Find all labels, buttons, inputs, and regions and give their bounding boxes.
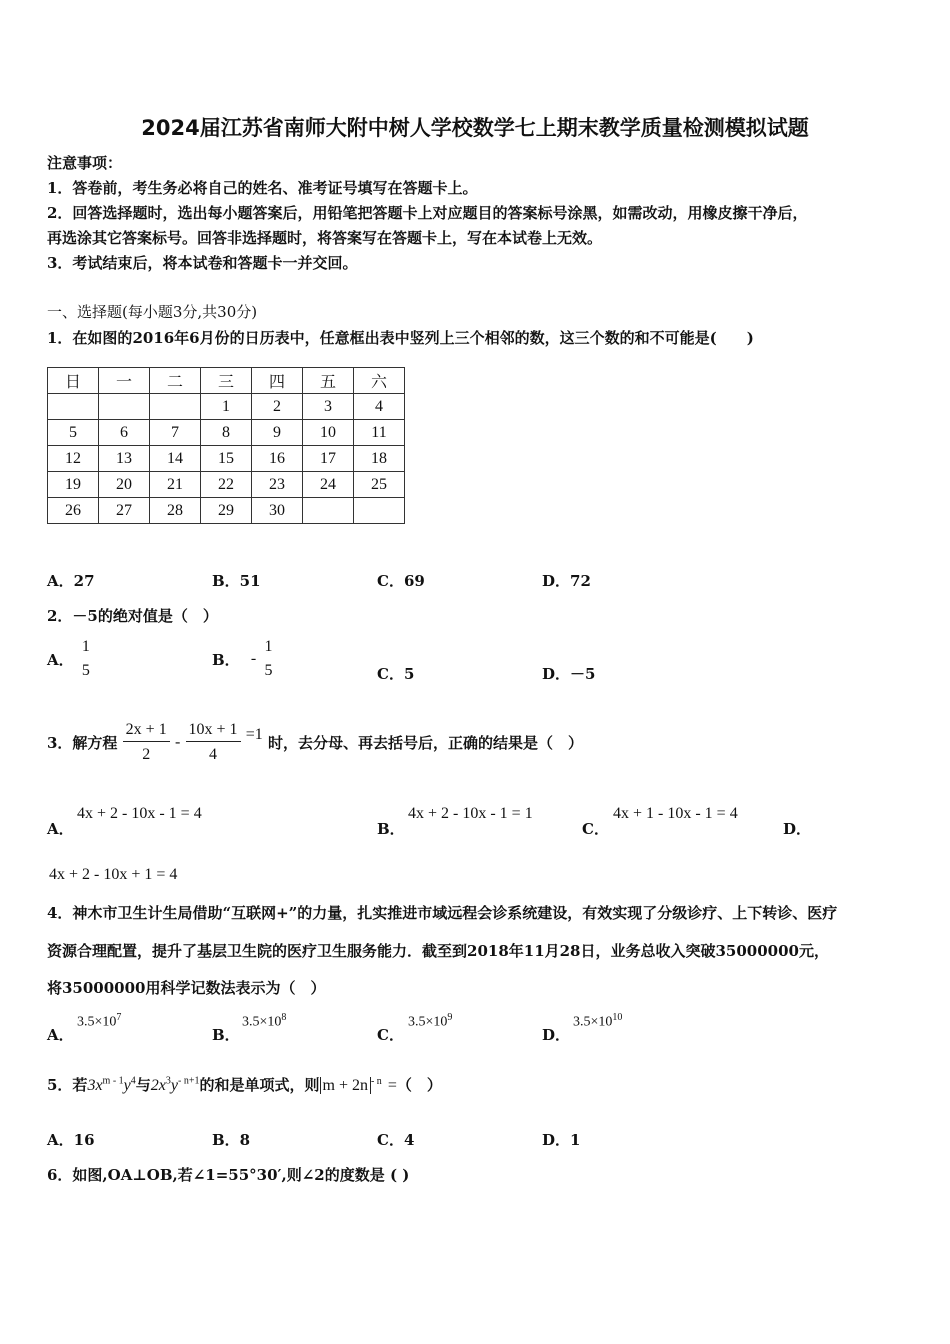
calendar-cell: 27 <box>99 498 150 524</box>
calendar-cell: 12 <box>48 446 99 472</box>
calendar-cell: 17 <box>303 446 354 472</box>
calendar-cell: 15 <box>201 446 252 472</box>
calendar-cell: 8 <box>201 420 252 446</box>
q3-option-b-expr[interactable]: 4x + 2 - 10x - 1 = 1 <box>408 805 533 822</box>
term-exponent: - n+1 <box>178 1075 200 1087</box>
q5-mid: 与 <box>135 1076 151 1094</box>
q3-option-d-label[interactable]: D． <box>783 820 812 838</box>
term-base: 2x <box>150 1077 166 1094</box>
calendar-cell: 22 <box>201 472 252 498</box>
calendar-row <box>48 420 405 446</box>
q4-option-a-expr[interactable] <box>77 1012 121 1031</box>
question-6-stem: 6．如图,OA⊥OB,若∠1=55°30′,则∠2的度数是 ( ) <box>47 1166 410 1184</box>
calendar-cell <box>303 498 354 524</box>
expr-exponent: 9 <box>447 1012 453 1023</box>
calendar-cell: 6 <box>99 420 150 446</box>
term-exponent: 4 <box>130 1075 136 1087</box>
calendar-cell: 11 <box>354 420 405 446</box>
calendar-cell: 24 <box>303 472 354 498</box>
section-heading: 一、选择题(每小题3分,共30分) <box>47 303 258 321</box>
calendar-cell: 29 <box>201 498 252 524</box>
q4-option-b-expr[interactable] <box>242 1012 286 1031</box>
q4-option-d-label[interactable]: D． <box>542 1026 571 1044</box>
q4-option-a-label[interactable]: A． <box>47 1026 74 1044</box>
q4-option-d-expr[interactable] <box>573 1012 622 1031</box>
calendar-cell: 28 <box>150 498 201 524</box>
calendar-cell: 30 <box>252 498 303 524</box>
calendar-header-row <box>48 368 405 394</box>
calendar-cell: 3 <box>303 394 354 420</box>
calendar-cell <box>354 498 405 524</box>
fraction-numerator: 2x + 1 <box>123 721 170 742</box>
q5-option-b[interactable]: B．8 <box>212 1131 251 1149</box>
calendar-cell: 26 <box>48 498 99 524</box>
q1-option-a[interactable]: A．27 <box>47 572 95 590</box>
notice-item-1: 1．答卷前，考生务必将自己的姓名、准考证号填写在答题卡上。 <box>47 179 478 197</box>
q2-option-a[interactable] <box>47 638 93 680</box>
calendar-cell: 16 <box>252 446 303 472</box>
q5-option-c[interactable]: C．4 <box>377 1131 415 1149</box>
term-variable: y <box>170 1077 178 1094</box>
q3-option-c-expr[interactable]: 4x + 1 - 10x - 1 = 4 <box>613 805 738 822</box>
q2-option-b-label: B． <box>212 650 240 669</box>
calendar-cell: 25 <box>354 472 405 498</box>
notice-item-2: 2．回答选择题时，选出每小题答案后，用铅笔把答题卡上对应题目的答案标号涂黑，如需改动，用橡皮擦干净后， <box>47 204 808 222</box>
fraction-numerator: 1 <box>81 638 90 655</box>
q3-label: 3．解方程 <box>47 734 118 752</box>
calendar-row <box>48 394 405 420</box>
q3-equals: =1 <box>245 725 263 743</box>
fraction-numerator: 10x + 1 <box>186 721 241 742</box>
calendar-cell: 20 <box>99 472 150 498</box>
q2-option-c[interactable]: C．5 <box>377 665 415 683</box>
calendar-cell: 18 <box>354 446 405 472</box>
q5-abs-exponent: - n <box>370 1076 382 1087</box>
q3-option-b-label[interactable]: B． <box>377 820 405 838</box>
q5-term-2 <box>151 1077 200 1094</box>
q3-fraction-1 <box>123 721 170 764</box>
calendar-cell: 23 <box>252 472 303 498</box>
calendar-cell: 1 <box>201 394 252 420</box>
term-exponent: m - 1 <box>102 1075 124 1087</box>
fraction-numerator: 1 <box>264 638 273 655</box>
question-4-line-1: 4．神木市卫生计生局借助“互联网+”的力量，扎实推进市域远程会诊系统建设，有效实现了分级诊疗、上下转诊、医疗 <box>47 904 838 922</box>
term-exponent: 3 <box>165 1075 171 1087</box>
q1-option-c[interactable]: C．69 <box>377 572 425 590</box>
q5-option-a[interactable]: A．16 <box>47 1131 95 1149</box>
expr-base: 3.5×10 <box>77 1014 117 1030</box>
notice-item-3: 3．考试结束后，将本试卷和答题卡一并交回。 <box>47 254 358 272</box>
notice-item-2-cont: 再选涂其它答案标号。回答非选择题时，将答案写在答题卡上，写在本试卷上无效。 <box>47 229 603 247</box>
calendar-header-cell: 六 <box>354 368 405 394</box>
term-base: 3x <box>87 1077 103 1094</box>
notice-heading: 注意事项： <box>47 154 123 172</box>
calendar-header-cell: 四 <box>252 368 303 394</box>
calendar-cell: 10 <box>303 420 354 446</box>
expr-base: 3.5×10 <box>408 1014 448 1030</box>
question-3-stem <box>47 721 583 771</box>
calendar-header-cell: 三 <box>201 368 252 394</box>
calendar-cell <box>99 394 150 420</box>
fraction-denominator: 4 <box>209 746 218 763</box>
calendar-cell: 4 <box>354 394 405 420</box>
calendar-header-cell: 日 <box>48 368 99 394</box>
term-variable: y <box>123 1077 131 1094</box>
calendar-row <box>48 472 405 498</box>
q3-option-d-expr[interactable]: 4x + 2 - 10x + 1 = 4 <box>49 866 178 883</box>
q2-option-a-fraction <box>79 638 93 680</box>
q3-minus: - <box>174 733 181 751</box>
calendar-cell: 2 <box>252 394 303 420</box>
q3-option-a-expr[interactable]: 4x + 2 - 10x - 1 = 4 <box>77 805 202 822</box>
calendar-cell <box>48 394 99 420</box>
question-4-line-3: 将35000000用科学记数法表示为（ ） <box>47 979 326 997</box>
q5-equals: = <box>387 1077 397 1094</box>
q2-option-b-fraction <box>261 638 275 680</box>
question-2-stem: 2．－5的绝对值是（ ） <box>47 607 218 625</box>
q2-option-d[interactable]: D．－5 <box>542 665 596 683</box>
expr-exponent: 10 <box>612 1012 623 1023</box>
expr-exponent: 7 <box>116 1012 122 1023</box>
q3-stem-tail: 时，去分母、再去括号后，正确的结果是（ ） <box>268 734 584 752</box>
calendar-cell <box>150 394 201 420</box>
q4-option-c-label[interactable]: C． <box>377 1026 404 1044</box>
q2-option-b-sign: - <box>250 650 257 667</box>
question-5-stem <box>47 1074 442 1095</box>
calendar-cell: 9 <box>252 420 303 446</box>
q5-option-d[interactable]: D．1 <box>542 1131 581 1149</box>
calendar-header-cell: 二 <box>150 368 201 394</box>
q1-option-d[interactable]: D．72 <box>542 572 591 590</box>
fraction-denominator: 5 <box>264 662 273 679</box>
q3-option-c-label[interactable]: C． <box>582 820 609 838</box>
calendar-cell: 19 <box>48 472 99 498</box>
q5-tail: （ ） <box>396 1076 442 1094</box>
q4-option-c-expr[interactable] <box>408 1012 452 1031</box>
calendar-table <box>47 367 405 524</box>
q5-post: 的和是单项式，则 <box>199 1076 320 1094</box>
calendar-header-cell: 五 <box>303 368 354 394</box>
expr-exponent: 8 <box>281 1012 287 1023</box>
question-4-line-2: 资源合理配置，提升了基层卫生院的医疗卫生服务能力．截至到2018年11月28日，业务总收入突破35000000元， <box>47 942 829 960</box>
question-1-stem: 1．在如图的2016年6月份的日历表中，任意框出表中竖列上三个相邻的数，这三个数的和不可能是( ) <box>47 329 754 347</box>
calendar-row <box>48 498 405 524</box>
calendar-cell: 7 <box>150 420 201 446</box>
q2-option-a-label: A． <box>47 650 74 669</box>
calendar-cell: 5 <box>48 420 99 446</box>
q5-pre: 5．若 <box>47 1076 88 1094</box>
fraction-denominator: 2 <box>142 746 151 763</box>
q5-term-1 <box>87 1077 135 1094</box>
q3-option-a-label[interactable]: A． <box>47 820 74 838</box>
q5-abs-expr: m + 2n <box>320 1077 371 1094</box>
calendar-cell: 14 <box>150 446 201 472</box>
q2-option-b[interactable] <box>212 638 275 680</box>
calendar-row <box>48 446 405 472</box>
fraction-denominator: 5 <box>81 662 90 679</box>
q4-option-b-label[interactable]: B． <box>212 1026 240 1044</box>
calendar-cell: 13 <box>99 446 150 472</box>
calendar-header-cell: 一 <box>99 368 150 394</box>
q3-fraction-2 <box>186 721 241 764</box>
calendar-cell: 21 <box>150 472 201 498</box>
q1-option-b[interactable]: B．51 <box>212 572 261 590</box>
expr-base: 3.5×10 <box>242 1014 282 1030</box>
expr-base: 3.5×10 <box>573 1014 613 1030</box>
page-title: 2024届江苏省南师大附中树人学校数学七上期末教学质量检测模拟试题 <box>141 116 809 140</box>
